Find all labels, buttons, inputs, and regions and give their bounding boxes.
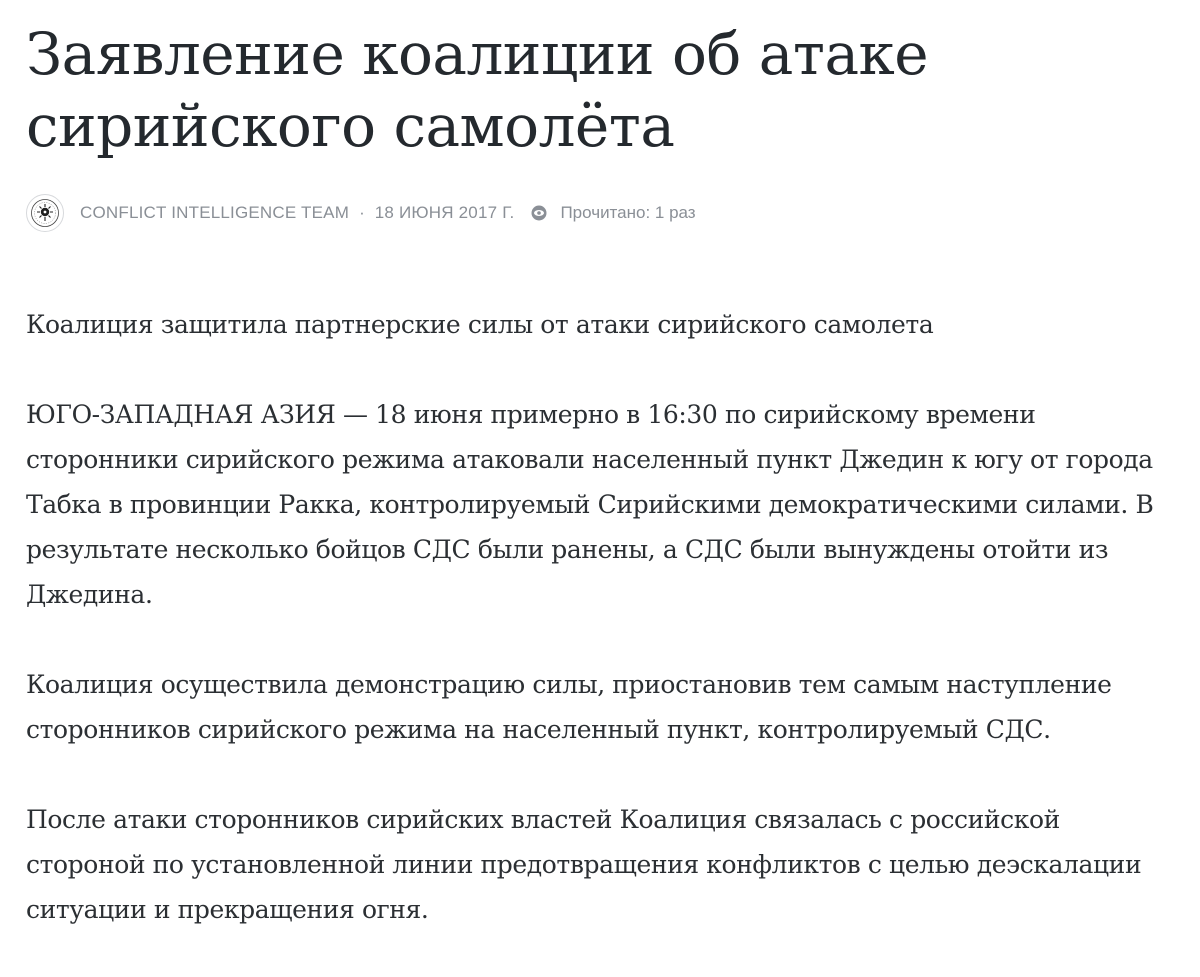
cit-logo-icon: [30, 198, 60, 228]
paragraph: Коалиция защитила партнерские силы от атаки сирийского самолета: [26, 310, 934, 339]
eye-icon: [530, 204, 548, 222]
article: [26, 0, 1176, 977]
article-meta: [26, 190, 1176, 236]
author-avatar[interactable]: [26, 194, 64, 232]
publish-date: 18 ИЮНЯ 2017 Г.: [374, 203, 515, 222]
paragraph: Коалиция осуществила демонстрацию силы, приостановив тем самым наступление сторонников сирийского режима на населенный пункт, контролируемый СДС.: [26, 670, 1112, 744]
article-title: Заявление коалиции об атаке сирийского самолёта: [26, 20, 929, 160]
author-link[interactable]: CONFLICT INTELLIGENCE TEAM: [80, 203, 350, 222]
article-body: [26, 302, 1176, 932]
meta-separator: ·: [359, 203, 365, 222]
paragraph: После атаки сторонников сирийских властей Коалиция связалась с российской стороной по установленной линии предотвращения конфликтов с целью деэскалации ситуации и прекращения огня.: [26, 805, 1142, 924]
views-count: Прочитано: 1 раз: [560, 203, 696, 222]
paragraph: ЮГО-ЗАПАДНАЯ АЗИЯ — 18 июня примерно в 16:30 по сирийскому времени сторонники сирийского режима атаковали населенный пункт Джедин к югу от города Табка в провинции Ракка, контролируемый Сирийскими демократическими силами. В результате несколько бойцов СДС были ранены, а СДС были вынуждены отойти из Джедина.: [26, 400, 1154, 609]
